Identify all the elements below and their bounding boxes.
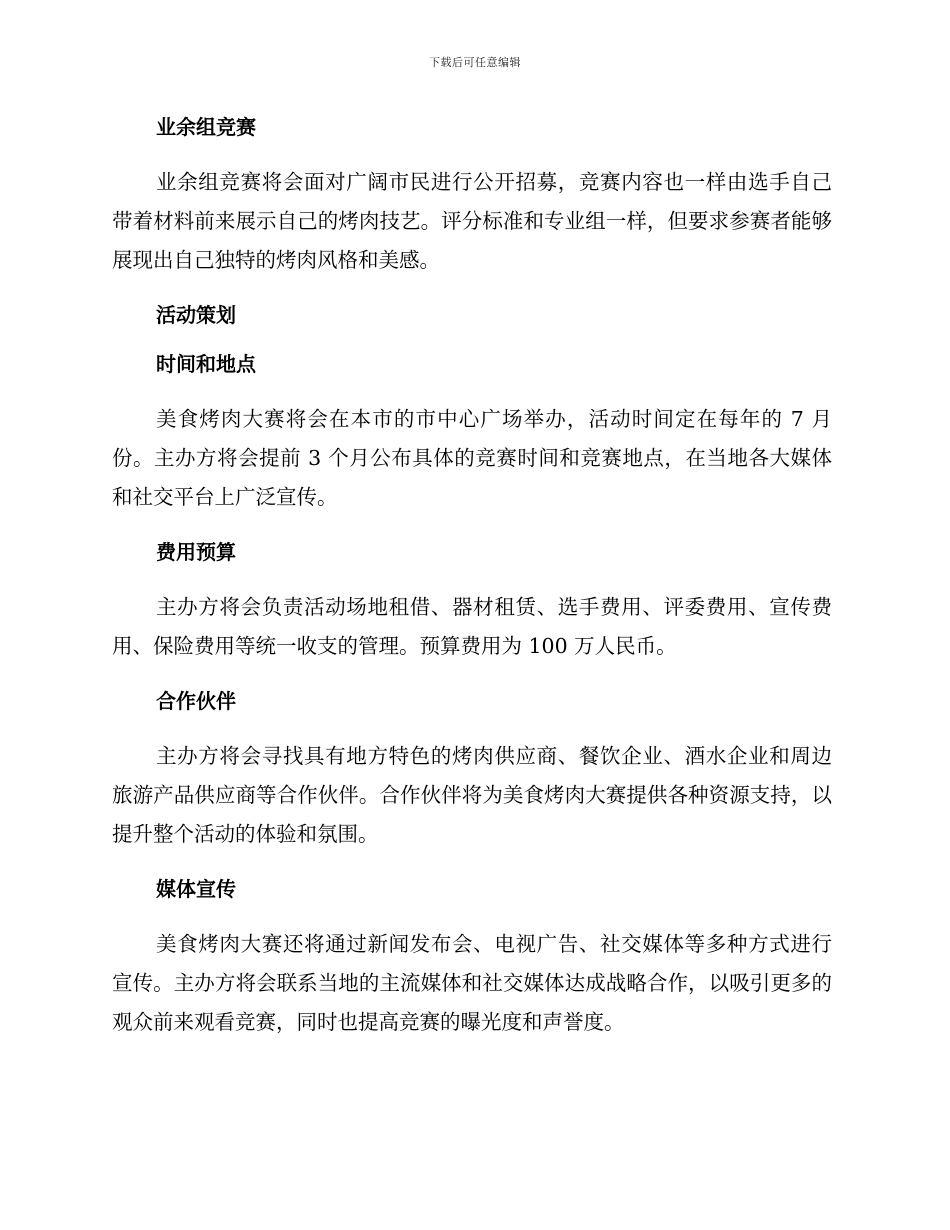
section-heading-media: 媒体宣传 <box>156 877 236 901</box>
section-heading-planning: 活动策划 <box>156 303 236 327</box>
paragraph-time-place: 美食烤肉大赛将会在本市的市中心广场举办，活动时间定在每年的 7 月份。主办方将会提前 3 个月公布具体的竞赛时间和竞赛地点，在当地各大媒体和社交平台上广泛宣传。 <box>112 407 832 509</box>
section-heading-budget: 费用预算 <box>156 540 236 564</box>
paragraph-budget: 主办方将会负责活动场地租借、器材租赁、选手费用、评委费用、宣传费用、保险费用等统一收支的管理。预算费用为 100 万人民币。 <box>112 595 832 658</box>
section-heading-time-place: 时间和地点 <box>156 352 256 376</box>
header-note: 下载后可任意编辑 <box>429 56 521 69</box>
paragraph-media: 美食烤肉大赛还将通过新闻发布会、电视广告、社交媒体等多种方式进行宣传。主办方将会联系当地的主流媒体和社交媒体达成战略合作，以吸引更多的观众前来观看竞赛，同时也提高竞赛的曝光度和声誉度。 <box>112 932 832 1034</box>
section-heading-amateur: 业余组竞赛 <box>156 115 256 139</box>
section-heading-partners: 合作伙伴 <box>156 689 236 713</box>
document-body <box>112 108 832 1042</box>
paragraph-partners: 主办方将会寻找具有地方特色的烤肉供应商、餐饮企业、酒水企业和周边旅游产品供应商等合作伙伴。合作伙伴将为美食烤肉大赛提供各种资源支持，以提升整个活动的体验和氛围。 <box>112 744 832 846</box>
paragraph-amateur: 业余组竞赛将会面对广阔市民进行公开招募，竞赛内容也一样由选手自己带着材料前来展示自己的烤肉技艺。评分标准和专业组一样，但要求参赛者能够展现出自己独特的烤肉风格和美感。 <box>112 170 832 272</box>
